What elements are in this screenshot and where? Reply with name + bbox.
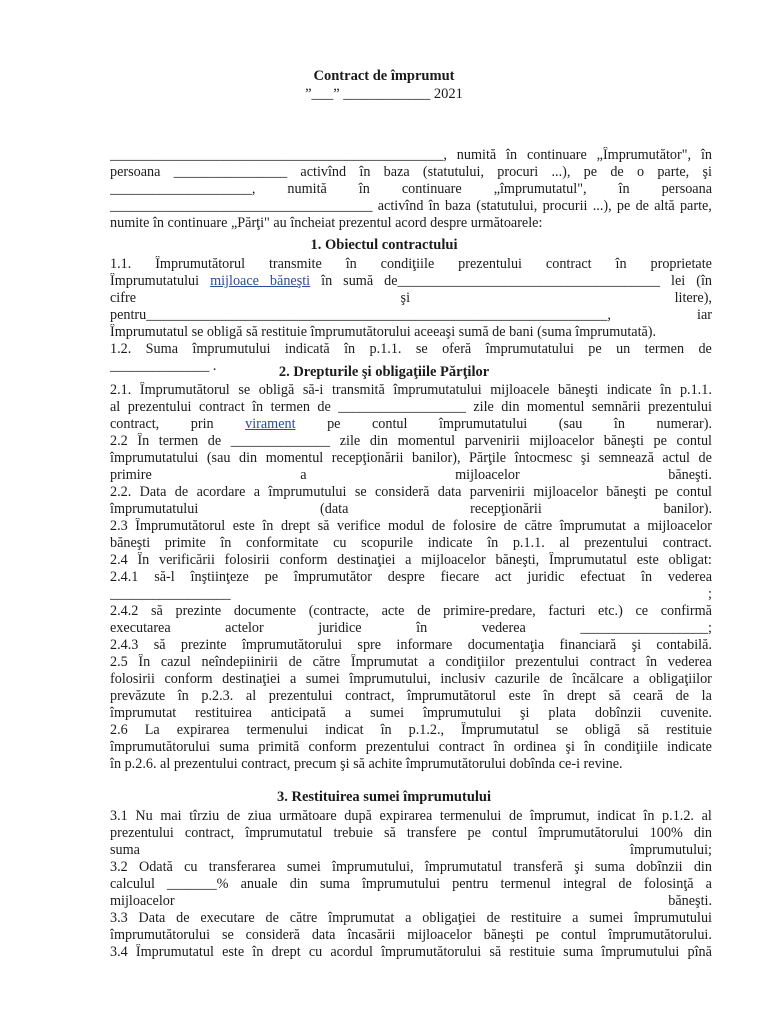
document-line: Împrumutatului mijloace băneşti în sumă de_____________________________________ lei (în (110, 273, 712, 289)
document-line: 2.5 În cazul neîndepiinirii de către Împrumutat a condiţiilor prezentului contract în vederea (110, 654, 712, 670)
document-line: 3.2 Odată cu transferarea sumei împrumutului, împrumutatul transferă şi suma dobînzii din (110, 859, 712, 875)
section-heading: 1. Obiectul contractului (310, 237, 458, 253)
document-line: Împrumutatul se obligă să restituie împrumutătorului aceeaşi sumă de bani (suma împrumutată). (110, 324, 657, 340)
document-date-line: ”___” ____________ 2021 (305, 86, 463, 102)
document-line: folosirii conform destinaţiei a sumei împrumutului, inclusiv cazurile de încălcare a obligaţiilor (110, 671, 712, 687)
document-line: al prezentului contract în termen de __________________ zile din momentul semnării prezentului (110, 399, 712, 415)
document-line: împrumutat restituirea anticipată a sumei împrumutului şi plata dobînzii cuvenite. (110, 705, 712, 721)
document-line: 3.4 Împrumutatul este în drept cu acordul împrumutătorului să restituie suma împrumutului pînă (110, 944, 712, 960)
document-line: 2.4.3 să prezinte împrumutătorului spre informare documentaţia financiară şi contabilă. (110, 637, 712, 653)
document-line: persoana ________________ activînd în baza (statutului, procuri ...), pe de o parte, şi (110, 164, 712, 180)
document-line: 2.2. Data de acordare a împrumutului se consideră data parvenirii mijloacelor băneşti pe contul (110, 484, 712, 500)
document-line: prezentului contract, împrumutatul trebuie să transfere pe contul împrumutătorului 100% din (110, 825, 712, 841)
document-line: executarea actelor juridice în vederea __________________; (110, 620, 712, 636)
document-line: pentru_________________________________________________________________, iar (110, 307, 712, 323)
document-line: ______________ . (110, 358, 217, 374)
document-title: Contract de împrumut (313, 68, 455, 84)
document-line: 2.3 Împrumutătorul este în drept să verifice modul de folosire de către împrumutat a mijloacelor (110, 518, 712, 534)
document-line: 3.1 Nu mai tîrziu de ziua următoare după expirarea termenului de împrumut, indicat în p.1.2. al (110, 808, 712, 824)
document-line: suma împrumutului; (110, 842, 712, 858)
document-line: _______________________________________________, numită în continuare „Împrumutător", în (110, 147, 712, 163)
virament-link[interactable]: virament (245, 416, 296, 432)
section-heading: 3. Restituirea sumei împrumutului (276, 789, 492, 805)
mijloace-banesti-link[interactable]: mijloace băneşti (210, 273, 311, 289)
document-line: 2.4 În verificării folosirii conform destinaţiei a mijloacelor băneşti, Împrumutatul este obligat: (110, 552, 712, 568)
document-line: băneşti primite în conformitate cu scopurile indicate în p.1.1. al prezentului contract. (110, 535, 712, 551)
document-line: contract, prin virament pe contul împrumutatului (sau în numerar). (110, 416, 712, 432)
document-line: împrumutatului (sau din momentul recepţionării banilor), Părţile întocmesc şi semnează actul de (110, 450, 712, 466)
document-line: 2.4.1 să-l înştiinţeze pe împrumutător despre fiecare act juridic efectuat în vederea (110, 569, 712, 585)
document-line: împrumutătorului suma primită conform prezentului contract în ordinea şi în condiţiile indicate (110, 739, 712, 755)
document-line: 2.1. Împrumutătorul se obligă să-i transmită împrumutatului mijloacele băneşti indicate în p.1.1. (110, 382, 712, 398)
document-line: 3.3 Data de executare de către împrumutat a obligaţiei de restituire a sumei împrumutului (110, 910, 712, 926)
document-line: mijloacelor băneşti. (110, 893, 712, 909)
document-line: în p.2.6. al prezentului contract, precum şi să achite împrumutătorului dobînda ce-i revine. (110, 756, 623, 772)
document-line: 2.2 În termen de ______________ zile din momentul parvenirii mijloacelor băneşti pe contul (110, 433, 712, 449)
document-line: prevăzute în p.2.3. al prezentului contract, împrumutătorul este în drept să ceară de la (110, 688, 712, 704)
document-line: ____________________, numită în continuare „împrumutatul", în persoana (110, 181, 712, 197)
document-line: 2.4.2 să prezinte documente (contracte, acte de primire-predare, facturi etc.) ce confirmă (110, 603, 712, 619)
document-line: 1.1. Împrumutătorul transmite în condiţiile prezentului contract în proprietate (110, 256, 712, 272)
document-line: _____________________________________ activînd în baza (statutului, procurii ...), pe de altă parte, (110, 198, 712, 214)
document-line: 1.2. Suma împrumutului indicată în p.1.1. se oferă împrumutatului pe un termen de (110, 341, 712, 357)
document-line: numite în continuare „Părţi" au încheiat prezentul acord despre următoarele: (110, 215, 543, 231)
document-line: împrumutatului (data recepţionării banilor). (110, 501, 712, 517)
document-line: cifre şi litere), (110, 290, 712, 306)
document-line: împrumutătorului se consideră data încasării mijloacelor băneşti pe contul împrumutătorului. (110, 927, 712, 943)
document-line: 2.6 La expirarea termenului indicat în p.1.2., Împrumutatul se obligă să restituie (110, 722, 712, 738)
document-line: primire a mijloacelor băneşti. (110, 467, 712, 483)
document-line: calculul _______% anuale din suma împrumutului pentru termenul integral de folosinţă a (110, 876, 712, 892)
document-line: _________________ ; (110, 586, 712, 602)
section-heading: 2. Drepturile şi obligaţiile Părţilor (278, 364, 490, 380)
